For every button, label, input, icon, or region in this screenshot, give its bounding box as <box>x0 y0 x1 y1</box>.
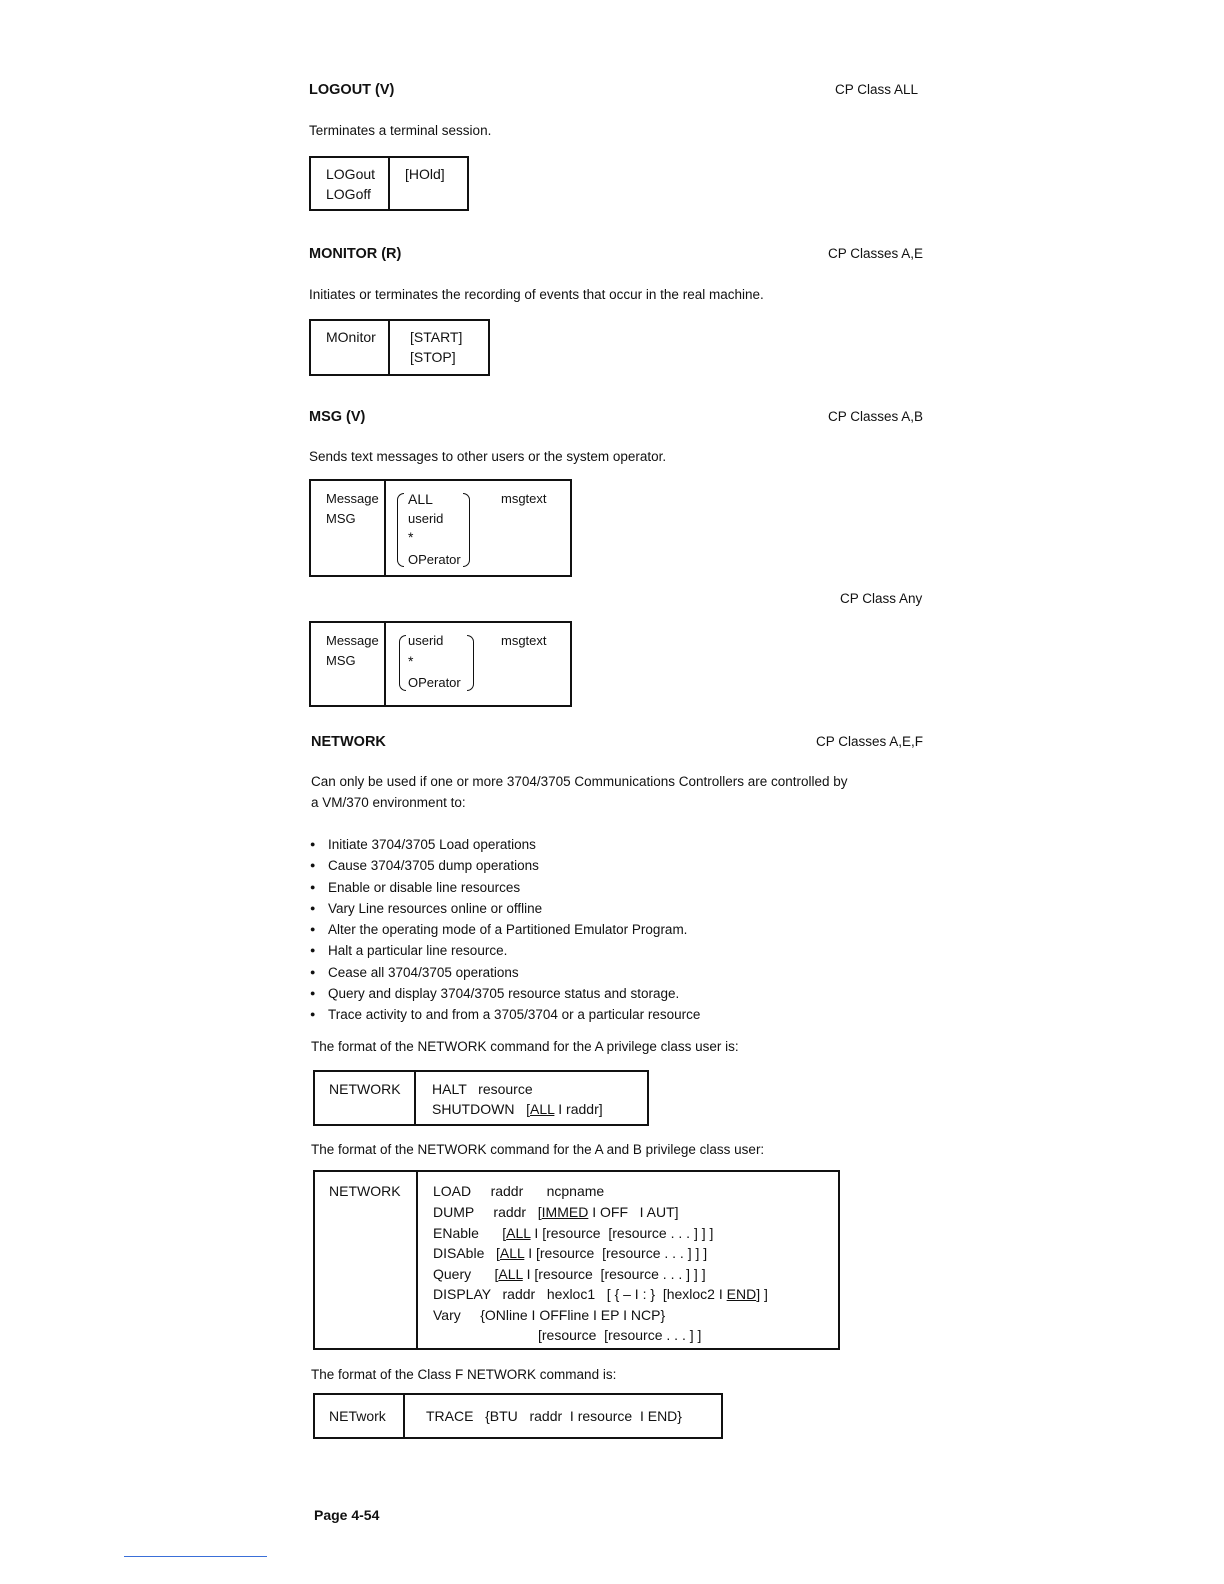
network-ab-dump-post: I OFF I AUT] <box>588 1204 679 1220</box>
network-ab-dump-immed: IMMED <box>541 1204 589 1220</box>
network-ab-query-all: ALL <box>498 1266 523 1282</box>
monitor-class: CP Classes A,E <box>828 246 924 261</box>
network-ab-enable-post: I [resource [resource . . . ] ] ] <box>530 1225 714 1241</box>
network-ab-query-post: I [resource [resource . . . ] ] ] <box>522 1266 706 1282</box>
page-number: Page 4-54 <box>314 1507 380 1523</box>
msg-any-cmd-message: Message <box>326 633 379 648</box>
network-ab-display <box>433 1284 768 1304</box>
msg-any-brace-right <box>467 635 474 691</box>
monitor-title: MONITOR (R) <box>309 246 402 262</box>
network-description-2: a VM/370 environment to: <box>311 795 466 810</box>
network-a-shutdown-post: I raddr] <box>554 1101 603 1117</box>
logout-title: LOGOUT (V) <box>309 82 395 98</box>
network-ab-query <box>433 1264 706 1284</box>
footer-rule <box>124 1556 267 1557</box>
network-ab-display-end: END <box>726 1286 757 1302</box>
msg-any-syntax-box <box>309 621 572 707</box>
monitor-op-stop: [STOP] <box>410 349 456 365</box>
logout-description: Terminates a terminal session. <box>309 123 492 138</box>
msg-class: CP Classes A,B <box>828 409 924 424</box>
network-ab-query-pre: Query [ <box>433 1266 499 1282</box>
logout-syntax-box <box>309 156 469 211</box>
network-format-f-intro: The format of the Class F NETWORK command is: <box>311 1367 617 1382</box>
network-ab-enable <box>433 1223 713 1243</box>
network-class: CP Classes A,E,F <box>816 734 924 749</box>
network-ab-disable-pre: DISAble [ <box>433 1245 500 1261</box>
monitor-syntax-box <box>309 319 490 376</box>
msg-any-op-userid: userid <box>408 633 444 648</box>
list-item: ● Cause 3704/3705 dump operations <box>310 855 700 876</box>
logout-cmd-logoff: LOGoff <box>326 186 371 202</box>
network-ab-vary: Vary {ONline I OFFline I EP I NCP} <box>433 1307 666 1323</box>
msg-any-op-star: * <box>408 653 414 669</box>
network-format-ab-box <box>313 1170 840 1350</box>
network-ab-display-post: ] ] <box>756 1286 768 1302</box>
list-item: ● Cease all 3704/3705 operations <box>310 962 700 983</box>
list-item: ● Halt a particular line resource. <box>310 940 700 961</box>
msg-any-cmd-msg: MSG <box>326 653 356 668</box>
msg-any-text: msgtext <box>501 633 547 648</box>
logout-class: CP Class ALL <box>835 82 919 97</box>
msg-text: msgtext <box>501 491 547 506</box>
msg-syntax-box <box>309 479 572 577</box>
monitor-description: Initiates or terminates the recording of events that occur in the real machine. <box>309 287 764 302</box>
list-item: ● Vary Line resources online or offline <box>310 898 700 919</box>
msg-cmd-msg: MSG <box>326 511 356 526</box>
network-format-ab-intro: The format of the NETWORK command for the A and B privilege class user: <box>311 1142 765 1157</box>
msg-any-class: CP Class Any <box>840 591 923 606</box>
monitor-op-start: [START] <box>410 329 463 345</box>
network-ab-disable <box>433 1243 707 1263</box>
network-ab-enable-all: ALL <box>506 1225 531 1241</box>
msg-any-brace-left <box>399 635 406 691</box>
msg-op-userid: userid <box>408 511 444 526</box>
msg-op-star: * <box>408 529 414 545</box>
network-format-a-box <box>313 1070 649 1126</box>
network-a-cmd: NETWORK <box>329 1081 401 1097</box>
list-item: ● Trace activity to and from a 3705/3704 or a particular resource <box>310 1004 700 1025</box>
msg-op-all: ALL <box>408 491 433 507</box>
network-f-cmd: NETwork <box>329 1408 386 1424</box>
network-ab-dump <box>433 1202 679 1222</box>
msg-any-op-operator: OPerator <box>408 675 461 690</box>
logout-cmd-logout: LOGout <box>326 166 376 182</box>
network-ab-display-pre: DISPLAY raddr hexloc1 [ { – I : } [hexloc2 I <box>433 1286 727 1302</box>
network-bullet-list <box>310 834 700 1026</box>
network-title: NETWORK <box>311 734 386 750</box>
msg-brace-left <box>397 493 404 567</box>
network-ab-disable-post: I [resource [resource . . . ] ] ] <box>524 1245 708 1261</box>
network-ab-disable-all: ALL <box>499 1245 525 1261</box>
network-ab-enable-pre: ENable [ <box>433 1225 507 1241</box>
list-item: ● Enable or disable line resources <box>310 877 700 898</box>
network-a-shutdown-pre: SHUTDOWN [ <box>432 1101 530 1117</box>
network-ab-cmd: NETWORK <box>329 1183 401 1199</box>
msg-description: Sends text messages to other users or the system operator. <box>309 449 667 464</box>
network-a-halt: HALT resource <box>432 1081 533 1097</box>
msg-cmd-message: Message <box>326 491 379 506</box>
network-format-a-intro: The format of the NETWORK command for the A privilege class user is: <box>311 1039 739 1054</box>
list-item: ● Alter the operating mode of a Partitioned Emulator Program. <box>310 919 700 940</box>
network-f-trace: TRACE {BTU raddr I resource I END} <box>426 1408 682 1424</box>
msg-title: MSG (V) <box>309 409 366 425</box>
network-format-f-box <box>313 1393 723 1439</box>
network-ab-load: LOAD raddr ncpname <box>433 1183 605 1199</box>
network-description-1: Can only be used if one or more 3704/3705 Communications Controllers are controlled by <box>311 774 848 789</box>
list-item: ● Initiate 3704/3705 Load operations <box>310 834 700 855</box>
network-ab-vary-resource: [resource [resource . . . ] ] <box>538 1327 702 1343</box>
network-a-shutdown <box>432 1099 603 1119</box>
msg-op-operator: OPerator <box>408 552 461 567</box>
logout-operand: [HOld] <box>405 166 445 182</box>
msg-brace-right <box>463 493 470 567</box>
network-ab-dump-pre: DUMP raddr [ <box>433 1204 542 1220</box>
monitor-cmd: MOnitor <box>326 329 376 345</box>
network-a-shutdown-all: ALL <box>530 1101 555 1117</box>
list-item: ● Query and display 3704/3705 resource status and storage. <box>310 983 700 1004</box>
